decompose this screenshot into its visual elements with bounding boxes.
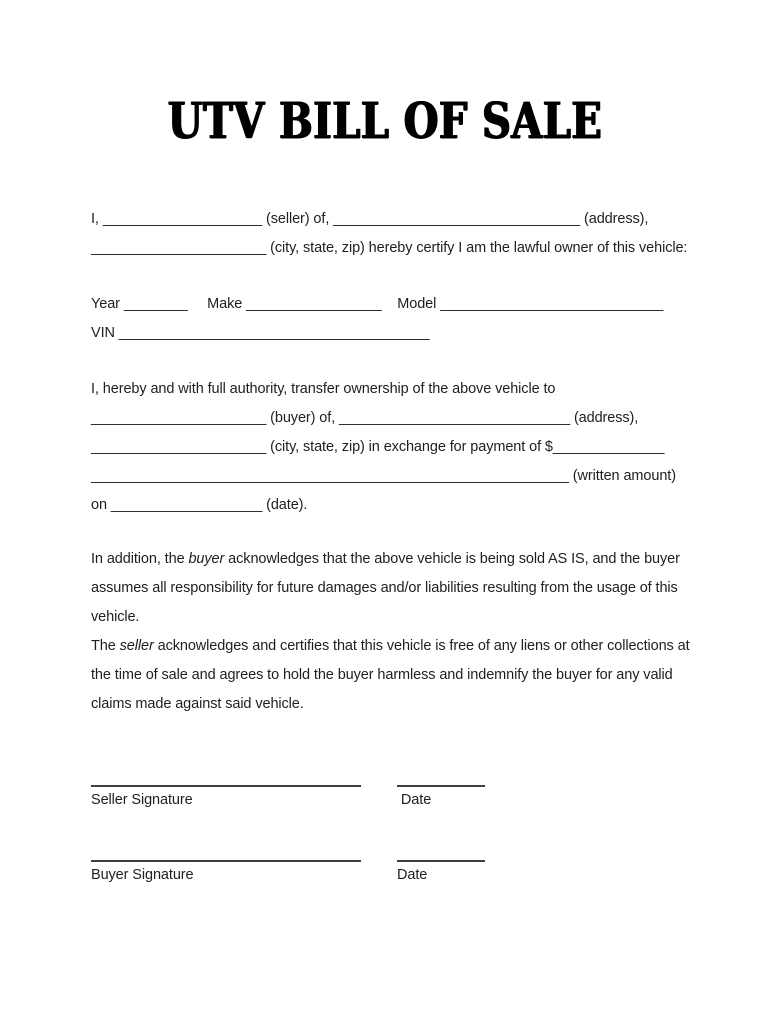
buyer-city-payment-line: ______________________ (city, state, zip) in exchange for payment of $______________: [91, 439, 665, 455]
ack-line-1-buyer-italic: buyer: [188, 551, 225, 567]
buyer-date-label: Date: [397, 867, 428, 883]
signature-section: [91, 785, 681, 885]
transfer-intro-line: I, hereby and with full authority, transfer ownership of the above vehicle to: [91, 381, 556, 397]
acknowledgment-section: [91, 545, 690, 719]
seller-signature-label: Seller Signature: [91, 792, 193, 808]
written-amount-line: ____________________________________________________________ (written amount): [91, 468, 676, 484]
ack-line-1-post: acknowledges that the above vehicle is being sold AS IS, and the buyer: [224, 551, 680, 567]
ack-line-1: [91, 545, 681, 574]
seller-statement-section: [91, 205, 688, 263]
ack-line-6: claims made against said vehicle.: [91, 696, 304, 712]
buyer-signature-block: [91, 860, 681, 885]
seller-date-column: [397, 785, 485, 810]
ack-line-4-seller-italic: seller: [119, 638, 154, 654]
seller-signature-block: [91, 785, 681, 810]
ack-line-5: the time of sale and agrees to hold the buyer harmless and indemnify the buyer for any valid: [91, 667, 673, 683]
vehicle-year-make-model-line: Year ________ Make _________________ Model ____________________________: [91, 296, 664, 312]
ack-line-1-pre: In addition, the: [91, 551, 189, 567]
ack-line-4-pre: The: [91, 638, 120, 654]
seller-date-label: Date: [397, 792, 432, 808]
buyer-date-column: [397, 860, 485, 885]
seller-signature-row: [91, 785, 681, 810]
buyer-signature-row: [91, 860, 681, 885]
ack-line-3: vehicle.: [91, 609, 140, 625]
vehicle-vin-line: VIN _______________________________________: [91, 325, 430, 341]
document-body: [0, 205, 770, 885]
buyer-name-address-line: ______________________ (buyer) of, _____________________________ (address),: [91, 410, 639, 426]
buyer-signature-label: Buyer Signature: [91, 867, 194, 883]
seller-signature-column: [91, 785, 361, 810]
ack-line-2: assumes all responsibility for future damages and/or liabilities resulting from the usage of this: [91, 580, 678, 596]
sale-date-line: on ___________________ (date).: [91, 497, 308, 513]
seller-city-state-zip-line: ______________________ (city, state, zip) hereby certify I am the lawful owner of this vehicle:: [91, 240, 688, 256]
ack-line-4-post: acknowledges and certifies that this vehicle is free of any liens or other collections at: [153, 638, 690, 654]
vehicle-details-section: [91, 290, 681, 348]
document-title: UTV BILL OF SALE: [167, 91, 603, 150]
ack-line-4: [91, 632, 690, 661]
transfer-section: [91, 375, 681, 520]
buyer-signature-column: [91, 860, 361, 885]
seller-name-address-line: I, ____________________ (seller) of, _______________________________ (address),: [91, 211, 649, 227]
